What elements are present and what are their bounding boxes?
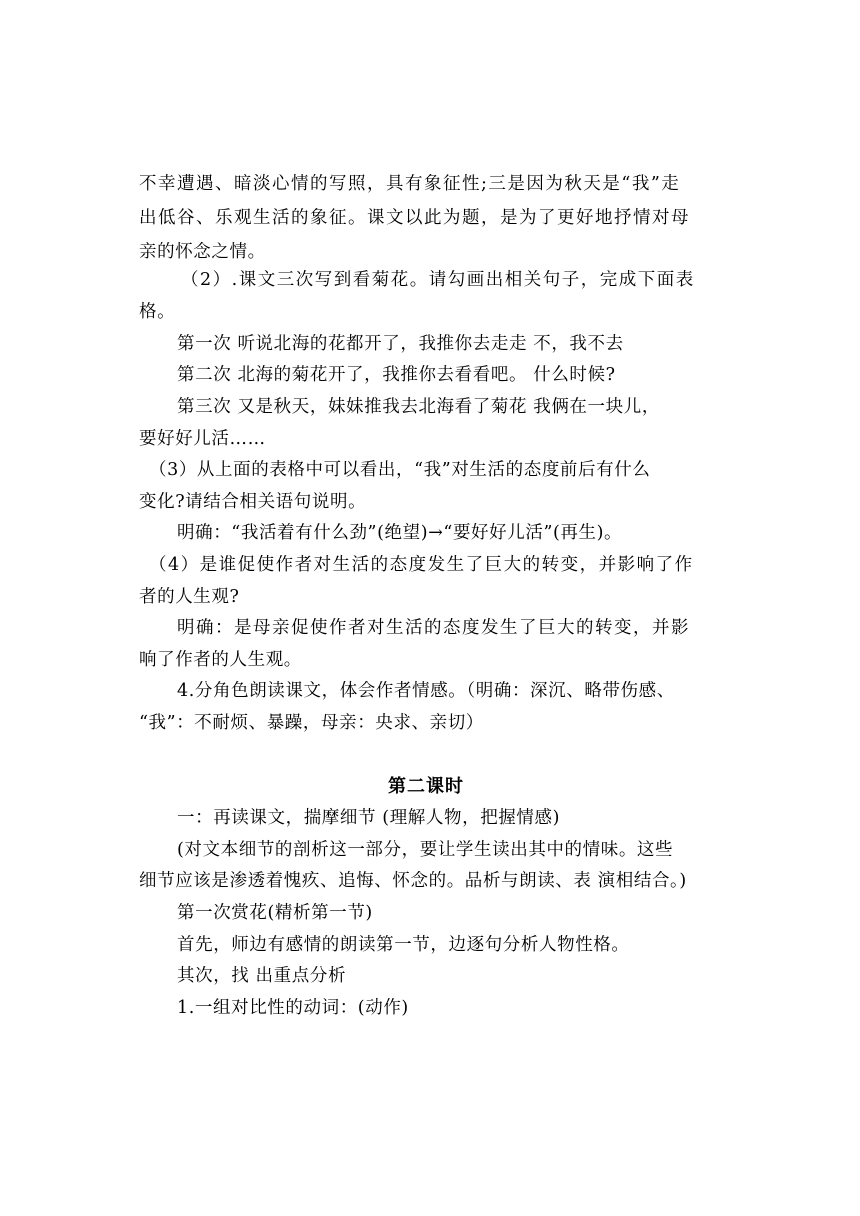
table-row-first: 第一次 听说北海的花都开了，我推你去走走 不，我不去 [177,334,624,354]
paragraph-line: 出低谷、乐观生活的象征。课文以此为题，是为了更好地抒情对母 [139,208,690,228]
table-row-third-continued: 要好好儿活…… [139,429,266,449]
section-line: 一：再读课文，揣摩细节 (理解人物，把握情感) [177,808,561,828]
paragraph-line: 4.分角色朗读课文，体会作者情感。（明确：深沉、略带伤感、 [177,681,675,701]
section-line: 细节应该是渗透着愧疚、追悔、怀念的。品析与朗读、表 演相结合。) [139,871,687,891]
question-line: 格。 [139,302,176,322]
answer-line: 明确：是母亲促使作者对生活的态度发生了巨大的转变，并影 [177,618,690,638]
question-line: （4）是谁促使作者对生活的态度发生了巨大的转变，并影响了作 [149,555,694,575]
section-title: 第二课时 [388,776,464,797]
question-line: （3）从上面的表格中可以看出，“我”对生活的态度前后有什么 [149,460,651,480]
paragraph-line: 亲的怀念之情。 [139,242,266,262]
paragraph-line: 不幸遭遇、暗淡心情的写照，具有象征性;三是因为秋天是“我”走 [139,174,681,194]
section-line: 第一次赏花(精析第一节) [177,903,373,923]
question-line: 变化?请结合相关语句说明。 [139,492,367,512]
section-line: 首先，师边有感情的朗读第一节，边逐句分析人物性格。 [177,935,630,955]
section-line: 其次，找 出重点分析 [177,966,347,986]
question-line: 者的人生观? [139,587,240,607]
table-row-second: 第二次 北海的菊花开了，我推你去看看吧。 什么时候? [177,365,616,385]
question-line: （2）.课文三次写到看菊花。请勾画出相关句子，完成下面表 [181,270,695,290]
paragraph-line: “我”：不耐烦、暴躁，母亲：央求、亲切） [139,713,484,733]
section-line: (对文本细节的剖析这一部分，要让学生读出其中的情味。这些 [177,840,674,860]
answer-line: 明确：“我活着有什么劲”(绝望)→“要好好儿活”(再生)。 [177,523,623,543]
answer-line: 响了作者的人生观。 [139,650,302,670]
section-line: 1.一组对比性的动词：(动作) [177,998,409,1018]
table-row-third: 第三次 又是秋天，妹妹推我去北海看了菊花 我俩在一块儿， [177,397,660,417]
